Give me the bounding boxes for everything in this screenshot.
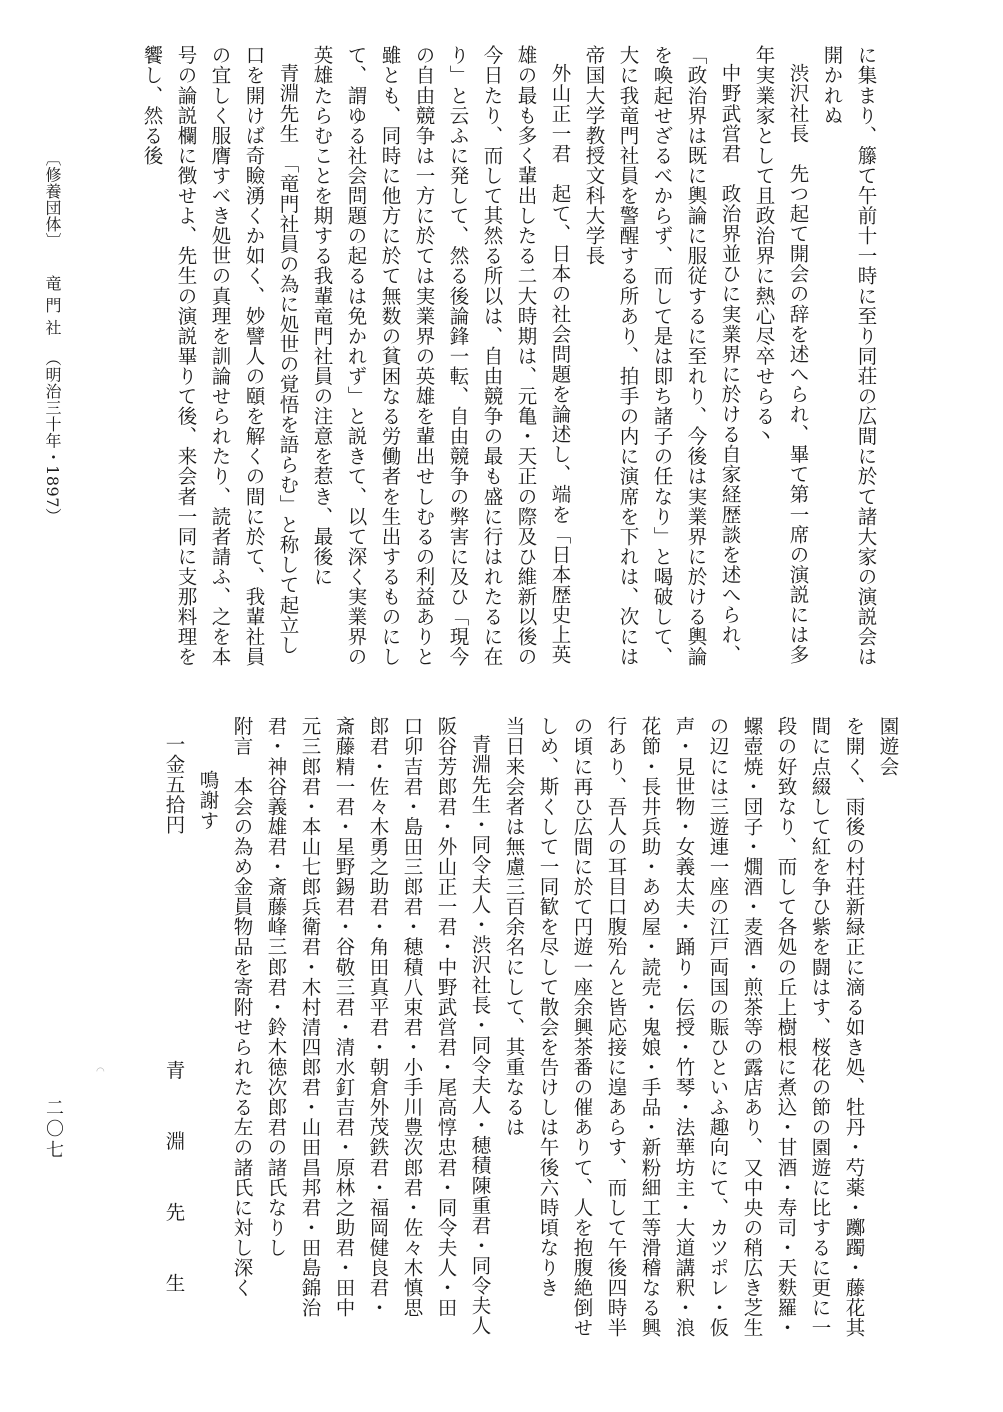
text-column: 一金五拾円: [162, 734, 186, 835]
era-label: （明治三十年・1897）: [43, 349, 62, 525]
text-column: 声・見世物・女義太夫・踊り・伝授・竹琴・法華坊主・大道講釈・浪: [672, 716, 696, 1338]
org-name: 竜 門 社: [43, 275, 62, 336]
text-column: 饗し、然る後: [140, 45, 164, 166]
text-column: 阪谷芳郎君・外山正一君・中野武営君・尾高惇忠君・同令夫人・田: [434, 716, 458, 1318]
text-column: 当日来会者は無慮三百余名にして、其重なるは: [502, 716, 526, 1138]
text-column: に集まり、籐て午前十一時に至り同荘の広間に於て諸大家の演説会は: [854, 45, 878, 667]
text-column: 間に点綴して紅を争ひ紫を闘はす、桜花の節の園遊に比するに更に一: [808, 716, 832, 1338]
scan-mark: ◠: [96, 1066, 105, 1077]
text-column: の辺には三遊連一座の江戸両国の賑ひといふ趣向にて、カツポレ・仮: [706, 716, 730, 1338]
page-number: 二〇七: [43, 1098, 64, 1161]
text-column: 口卯吉君・島田三郎君・穂積八束君・小手川豊次郎君・佐々木慎思: [400, 716, 424, 1318]
text-column: しめ、斯くして一同歓を尽して散会を告けしは午後六時頃なりき: [536, 716, 560, 1298]
text-column: り」と云ふに発して、然る後論鋒一転、自由競争の弊害に及ひ「現今: [446, 45, 470, 667]
text-column: を喚起せざるべからず、而して是は即ち諸子の任なり」と喝破して、: [650, 45, 674, 667]
text-column: 渋沢社長 先つ起て開会の辞を述へられ、畢て第一席の演説には多: [786, 63, 810, 665]
text-column: 雖とも、同時に他方に於て無数の貧困なる労働者を生出するものにし: [378, 45, 402, 667]
text-column: 行あり、吾人の耳目口腹殆んと皆応接に遑あらす、而して午後四時半: [604, 716, 628, 1338]
text-column: 花節・長井兵助・あめ屋・読売・鬼娘・手品・新粉細工等滑稽なる興: [638, 716, 662, 1338]
text-column: 鳴謝す: [196, 770, 220, 831]
text-column: 斎藤精一君・星野錫君・谷敬三君・清水釘吉君・原林之助君・田中: [332, 716, 356, 1318]
text-column: 段の好致なり、而して各処の丘上樹根に煮込・甘酒・寿司・天麩羅・: [774, 716, 798, 1338]
text-column: 号の論説欄に徴せよ、先生の演説畢りて後、来会者一同に支那料理を: [174, 45, 198, 667]
text-column: 大に我竜門社員を警醒する所あり、拍手の内に演席を下れは、次には: [616, 45, 640, 667]
text-column: 帝国大学教授文科大学長: [582, 45, 606, 266]
text-column: 「政治界は既に輿論に服従するに至れり、今後は実業界に於ける輿論: [684, 45, 708, 667]
text-column: 青淵先生・同令夫人・渋沢社長・同令夫人・穂積陳重君・同令夫人: [468, 734, 492, 1336]
text-column: 郎君・佐々木勇之助君・角田真平君・朝倉外茂鉄君・福岡健良君・: [366, 716, 390, 1318]
text-column: 附言 本会の為め金員物品を寄附せられたる左の諸氏に対し深く: [230, 716, 254, 1298]
text-column: 元三郎君・本山七郎兵衛君・木村清四郎君・山田昌邦君・田島錦治: [298, 716, 322, 1318]
running-header: [44, 150, 60, 524]
text-column: 今日たり、而して其然る所以は、自由競争の最も盛に行はれたるに在: [480, 45, 504, 667]
text-column: 螺壺焼・団子・燗酒・麦酒・煎茶等の露店あり、又中央の稍広き芝生: [740, 716, 764, 1338]
text-column: 年実業家として且政治界に熱心尽卒せらる丶: [752, 45, 776, 446]
donor-name: 青 淵 先 生: [162, 1060, 186, 1309]
section-heading: 園遊会: [876, 716, 900, 777]
text-column: 雄の最も多く輩出したる二大時期は、元亀・天正の際及ひ維新以後の: [514, 45, 538, 667]
text-column: 開かれぬ: [820, 45, 844, 126]
text-column: の宜しく服膺すべき処世の真理を訓論せられたり、読者請ふ、之を本: [208, 45, 232, 667]
text-column: の自由競争は一方に於ては実業界の英雄を輩出せしむるの利益ありと: [412, 45, 436, 667]
text-column: て、謂ゆる社会問題の起るは免かれず」と説きて、以て深く実業界の: [344, 45, 368, 667]
text-column: 英雄たらむことを期する我輩竜門社員の注意を惹き、最後に: [310, 45, 334, 587]
section-label: 〔修養団体〕: [43, 150, 62, 249]
text-column: 外山正一君 起て、日本の社会問題を論述し、端を「日本歴史上英: [548, 63, 572, 665]
text-column: 青淵先生 「竜門社員の為に処世の覚悟を語らむ」と称して起立し: [276, 63, 300, 655]
text-column: の頃に再ひ広間に於て円遊一座余興茶番の催ありて、人を抱腹絶倒せ: [570, 716, 594, 1338]
text-column: 中野武営君 政治界並ひに実業界に於ける自家経歴談を述へられ、: [718, 63, 742, 665]
text-column: 君・神谷義雄君・斎藤峰三郎君・鈴木徳次郎君の諸氏なりし: [264, 716, 288, 1258]
text-column: を開く、雨後の村荘新緑正に滴る如き処、牡丹・芍薬・躑躅・藤花其: [842, 716, 866, 1338]
text-column: 口を開けば奇瞼湧くか如く、妙譬人の頤を解くの間に於て、我輩社員: [242, 45, 266, 667]
